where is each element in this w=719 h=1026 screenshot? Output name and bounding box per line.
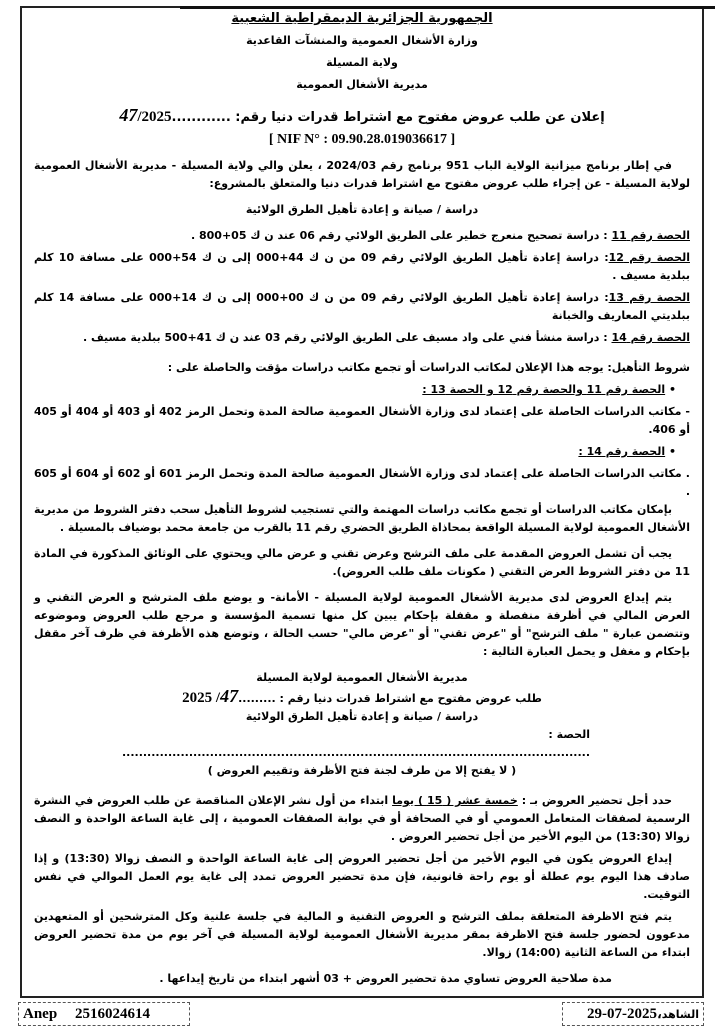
- publication-date: الشاهد،2025-07-29: [562, 1002, 704, 1026]
- bullet-lot-14: • الحصة رقم 14 :: [578, 445, 676, 458]
- handwritten-number: 47: [220, 686, 239, 706]
- deposit-time-paragraph: إيداع العروض يكون في اليوم الأخير من أجل تحضير العروض إلى غاية الساعة الواحدة و النصف زوالا (13:30) و إذا صادف هذا اليوم يوم عطلة أو يوم راحة قانونية، فإن مدة تحضير العروض تمدد إلى غاية يوم العمل الموالي في نفس التوقيت.: [34, 852, 690, 901]
- handwritten-number: 47: [119, 105, 138, 125]
- prep-rest: ابتداء من أول نشر الإعلان المناقصة عن طلب العروض في النشرة الرسمية لصفقات المتعامل العمومي أو في الصحافة أو في بوابة الصفقات العمومية ، إلى غاية الساعة الواحدة و النصف زوالا (13:30) من اليوم الأخير من أجل تحضير العروض .: [34, 794, 690, 843]
- footer: [18, 1002, 704, 1026]
- bullet-lots-11-13: • الحصة رقم 11 والحصة رقم 12 و الحصة 13 :: [422, 383, 676, 396]
- lot-label: الحصة رقم 12: [608, 251, 690, 264]
- envelope-line-3: دراسة / صيانة و إعادة تأهيل الطرق الولائية: [245, 710, 479, 723]
- ministry: وزارة الأشغال العمومية والمنشآت القاعدية: [246, 34, 478, 47]
- bullet-label: الحصة رقم 14 :: [578, 445, 666, 458]
- wilaya: ولاية المسيلة: [326, 56, 398, 69]
- deposit-paragraph: يتم إيداع العروض لدى مديرية الأشغال العمومية لولاية المسيلة - الأمانة- و يوضع ملف المترشح و العرض التقني و العرض المالي في أظرفة منفصلة و مقفلة بإحكام يبين كل منها تسمية المؤسسة و مرجع طلب العروض وموضوعه وتتضمن عبارة " ملف الترشح" أو "عرض تقني" أو "عرض مالي" حسب الحالة ، وتوضع هذه الأظرفة في ظرف آخر مقفل بإحكام و مغفل و يحمل العبارة التالية :: [34, 591, 690, 658]
- lot-label: الحصة رقم 11: [611, 229, 690, 242]
- prep-deadline-paragraph: [34, 792, 690, 846]
- announcement-frame: [20, 6, 704, 998]
- project-title: دراسة / صيانة و إعادة تأهيل الطرق الولائية: [245, 203, 479, 216]
- bullet-label: الحصة رقم 11 والحصة رقم 12 و الحصة 13 :: [422, 383, 666, 396]
- envelope-line-1: مديرية الأشغال العمومية لولاية المسيلة: [256, 671, 468, 684]
- conditions-intro: شروط التأهيل: يوجه هذا الإعلان لمكاتب الدراسات أو تجمع مكاتب دراسات مؤقت والحاصلة على :: [167, 361, 690, 374]
- envelope-line-2: [34, 687, 690, 708]
- opening-paragraph: يتم فتح الاظرفة المتعلقة بملف الترشح و العروض التقنية و المالية في جلسة علنية وكل المترشحين أو المتعهدين مدعوون لحضور جلسة فتح الاظرفة بمقر مديرية الأشغال العمومية لولاية المسيلة في آخر يوم من مدة تحضير العروض ابتداء من الساعة الثانية (14:00) زوالا.: [34, 910, 690, 959]
- title-text: إعلان عن طلب عروض مفتوح مع اشتراط قدرات دنيا رقم: ............: [171, 110, 605, 125]
- newspaper-name: الشاهد: [661, 1008, 699, 1021]
- directorate: مديرية الأشغال العمومية: [296, 78, 428, 91]
- lot-text: : دراسة تصحيح منعرج خطير على الطريق الولائي رقم 06 عند ن ك 05+800 .: [190, 229, 612, 242]
- lot-12: [34, 249, 690, 285]
- lot-13: [34, 289, 690, 325]
- intro-paragraph: في إطار برنامج ميزانية الولاية الباب 951 برنامج رقم 2024/03 ، يعلن والي ولاية المسيلة - مديرية الأشغال العمومية لولاية المسيلة - عن إجراء طلب عروض مفتوح مع اشتراط قدرات دنيا والمتعلق بالمشروع:: [34, 159, 690, 190]
- lot-label: الحصة رقم 13: [608, 291, 690, 304]
- validity-paragraph: مدة صلاحية العروض تساوي مدة تحضير العروض + 03 أشهر ابتداء من تاريخ إيداعها .: [159, 972, 612, 985]
- envelope-lot: الحصة : ................................................................................................................: [121, 728, 590, 759]
- envelope-notice: ( لا يفتح إلا من طرف لجنة فتح الأظرفة وتقييم العروض ): [207, 764, 517, 777]
- envelope-ref: طلب عروض مفتوح مع اشتراط قدرات دنيا رقم : .........: [238, 692, 542, 705]
- anep-reference: [18, 1002, 190, 1026]
- lot-text: : دراسة منشأ فني على واد مسيف على الطريق الولائي رقم 03 عند ن ك 41+500 ببلدية مسيف .: [82, 331, 612, 344]
- prep-prefix: حدد أجل تحضير العروض بـ :: [517, 794, 672, 807]
- lot-11: [34, 227, 690, 245]
- republic-title: الجمهورية الجزائرية الديمقراطية الشعبية: [231, 11, 493, 26]
- lot-14: [34, 329, 690, 347]
- withdraw-paragraph: بإمكان مكاتب الدراسات أو تجمع مكاتب دراسات المهتمة والتي تستجيب لشروط التأهيل سحب دفتر الشروط من مديرية الأشغال العمومية لولاية المسيلة الواقعة بمحاذاة الطريق الحضري رقم 11 بالقرب من جامعة محمد بوضياف بالمسيلة .: [34, 503, 690, 534]
- announcement-title: [34, 106, 690, 127]
- top-rule: [180, 6, 715, 9]
- conditions-text-1: - مكاتب الدراسات الحاصلة على إعتماد لدى وزارة الأشغال العمومية صالحة المدة وتحمل الرمز 402 أو 403 أو 404 أو 405 أو 406.: [34, 405, 690, 436]
- nif: [ NIF N° : 09.90.28.019036617 ]: [268, 132, 456, 147]
- lot-text: : دراسة إعادة تأهيل الطريق الولائي رقم 09 من ن ك 00+000 إلى ن ك 14+000 على مسافة 14 كلم ببلديتي المعاريف والخبانة: [34, 291, 690, 322]
- conditions-text-2: . مكاتب الدراسات الحاصلة على إعتماد لدى وزارة الأشغال العمومية صالحة المدة وتحمل الرمز 601 أو 602 أو 604 أو 605 .: [34, 467, 690, 498]
- agency-label: Anep: [23, 1006, 58, 1022]
- anep-number: 2516024614: [74, 1006, 150, 1022]
- lot-text: : دراسة إعادة تأهيل الطريق الولائي رقم 09 من ن ك 44+000 إلى ن ك 54+000 على مسافة 10 كلم ببلدية مسيف .: [34, 251, 690, 282]
- year: / 2025: [182, 690, 221, 706]
- contents-paragraph: يجب أن تشمل العروض المقدمة على ملف الترشح وعرض تقني و عرض مالي ويحتوي على الوثائق المذكورة في المادة 11 من دفتر الشروط العرض التقني ( مكونات ملف طلب العروض).: [34, 547, 690, 578]
- date: 2025-07-29: [586, 1006, 657, 1022]
- year: /2025: [137, 109, 172, 125]
- lot-label: الحصة رقم 14: [611, 331, 690, 344]
- prep-days: خمسة عشر ( 15 ) يوما: [392, 794, 518, 807]
